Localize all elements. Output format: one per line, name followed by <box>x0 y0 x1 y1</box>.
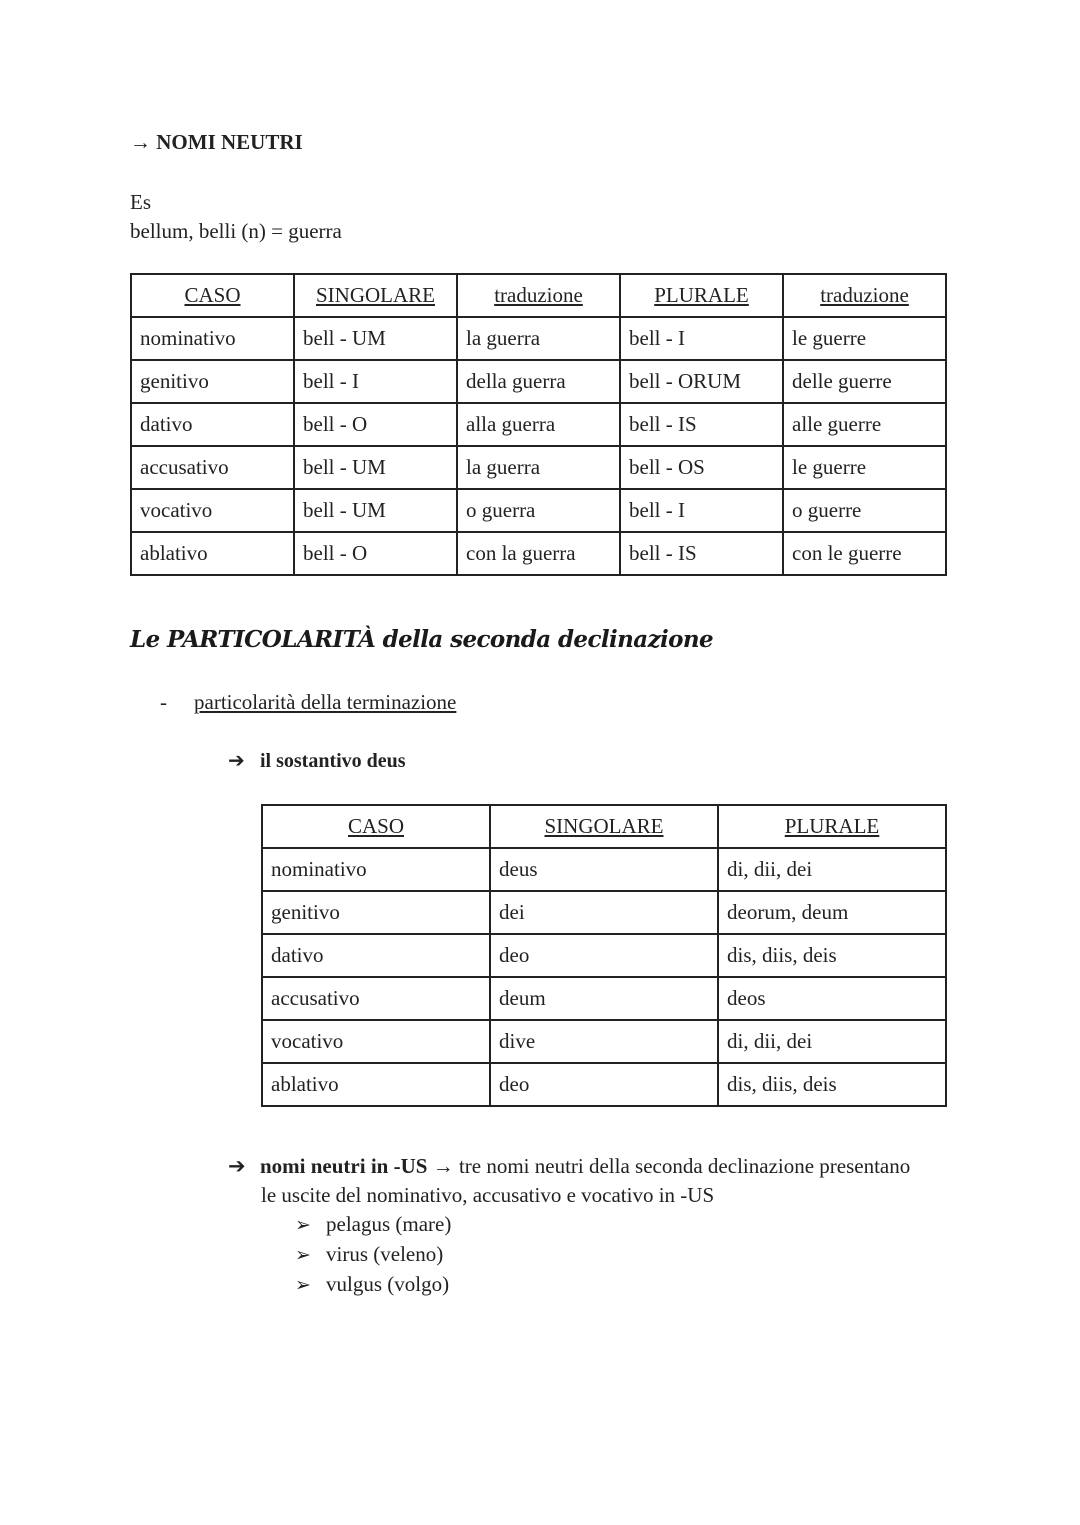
cell-caso: accusativo <box>131 446 294 489</box>
table-header-row <box>131 274 946 317</box>
cell-caso: ablativo <box>262 1063 490 1106</box>
cell-plurale: bell - IS <box>620 403 783 446</box>
arrow-right-icon: ➔ <box>228 748 245 772</box>
cell-singolare: deo <box>490 1063 718 1106</box>
cell-singolare: bell - UM <box>294 317 457 360</box>
header-singolare: SINGOLARE <box>490 805 718 848</box>
cell-traduzione: con la guerra <box>457 532 620 575</box>
list-arrow-icon: ➢ <box>295 1244 311 1266</box>
table-row <box>262 1063 946 1106</box>
example-label: Es <box>130 190 151 214</box>
list-item: ➢ virus (veleno) <box>295 1240 451 1270</box>
cell-plurale: bell - OS <box>620 446 783 489</box>
declension-table-deus <box>261 804 947 1107</box>
list-item: ➢ vulgus (volgo) <box>295 1270 451 1300</box>
list-item: ➢ pelagus (mare) <box>295 1210 451 1240</box>
cell-traduzione: le guerre <box>783 446 946 489</box>
deus-label <box>228 748 406 773</box>
cell-caso: genitivo <box>262 891 490 934</box>
header-traduzione-singolare: traduzione <box>457 274 620 317</box>
cell-caso: accusativo <box>262 977 490 1020</box>
cell-plurale: bell - IS <box>620 532 783 575</box>
cell-plurale: dis, diis, deis <box>718 1063 946 1106</box>
cell-caso: nominativo <box>131 317 294 360</box>
table-row <box>262 848 946 891</box>
table-row <box>131 360 946 403</box>
neutri-us-bold: nomi neutri in -US <box>260 1154 428 1178</box>
cell-caso: ablativo <box>131 532 294 575</box>
header-caso: CASO <box>131 274 294 317</box>
list-arrow-icon: ➢ <box>295 1214 311 1236</box>
cell-singolare: bell - O <box>294 403 457 446</box>
declension-table-bellum <box>130 273 947 576</box>
cell-traduzione: alla guerra <box>457 403 620 446</box>
cell-caso: vocativo <box>131 489 294 532</box>
cell-caso: dativo <box>131 403 294 446</box>
cell-singolare: dei <box>490 891 718 934</box>
dash-marker: - <box>160 690 167 714</box>
cell-traduzione: le guerre <box>783 317 946 360</box>
cell-singolare: deus <box>490 848 718 891</box>
cell-traduzione: della guerra <box>457 360 620 403</box>
list-arrow-icon: ➢ <box>295 1274 311 1296</box>
cell-traduzione: delle guerre <box>783 360 946 403</box>
deus-label-text: il sostantivo deus <box>260 750 406 772</box>
header-traduzione-plurale: traduzione <box>783 274 946 317</box>
table-header-row <box>262 805 946 848</box>
header-plurale: PLURALE <box>620 274 783 317</box>
table-row <box>131 317 946 360</box>
cell-caso: genitivo <box>131 360 294 403</box>
bullet-text: particolarità della terminazione <box>194 690 457 714</box>
example-block <box>130 188 342 246</box>
cell-traduzione: la guerra <box>457 317 620 360</box>
cell-singolare: deum <box>490 977 718 1020</box>
table-row <box>131 489 946 532</box>
table-row <box>262 977 946 1020</box>
table-row <box>131 403 946 446</box>
header-caso: CASO <box>262 805 490 848</box>
cell-plurale: bell - I <box>620 317 783 360</box>
example-word: bellum, belli (n) = guerra <box>130 219 342 243</box>
cell-plurale: bell - I <box>620 489 783 532</box>
cell-plurale: di, dii, dei <box>718 1020 946 1063</box>
cell-caso: dativo <box>262 934 490 977</box>
cell-singolare: bell - O <box>294 532 457 575</box>
cell-singolare: deo <box>490 934 718 977</box>
cell-traduzione: con le guerre <box>783 532 946 575</box>
cell-plurale: di, dii, dei <box>718 848 946 891</box>
table-row <box>262 1020 946 1063</box>
table-row <box>262 934 946 977</box>
cell-plurale: dis, diis, deis <box>718 934 946 977</box>
cell-plurale: deos <box>718 977 946 1020</box>
bullet-terminazione <box>160 690 456 715</box>
cell-singolare: bell - I <box>294 360 457 403</box>
table-row <box>131 532 946 575</box>
cell-singolare: bell - UM <box>294 489 457 532</box>
cell-plurale: bell - ORUM <box>620 360 783 403</box>
cell-traduzione: la guerra <box>457 446 620 489</box>
cell-traduzione: o guerra <box>457 489 620 532</box>
cell-caso: nominativo <box>262 848 490 891</box>
neutri-us-line1: → tre nomi neutri della seconda declinazione presentano <box>432 1154 911 1178</box>
cell-singolare: bell - UM <box>294 446 457 489</box>
particolarita-heading: Le PARTICOLARITÀ della seconda declinazione <box>130 626 714 653</box>
table-row <box>262 891 946 934</box>
table-row <box>131 446 946 489</box>
cell-plurale: deorum, deum <box>718 891 946 934</box>
neutri-us-paragraph <box>228 1152 948 1210</box>
neutri-us-line2: le uscite del nominativo, accusativo e vocativo in -US <box>261 1183 715 1207</box>
header-plurale: PLURALE <box>718 805 946 848</box>
section-title: → NOMI NEUTRI <box>130 130 303 154</box>
neutri-us-list <box>295 1210 451 1300</box>
cell-traduzione: alle guerre <box>783 403 946 446</box>
cell-traduzione: o guerre <box>783 489 946 532</box>
cell-singolare: dive <box>490 1020 718 1063</box>
arrow-right-icon: ➔ <box>228 1154 246 1178</box>
cell-caso: vocativo <box>262 1020 490 1063</box>
header-singolare: SINGOLARE <box>294 274 457 317</box>
